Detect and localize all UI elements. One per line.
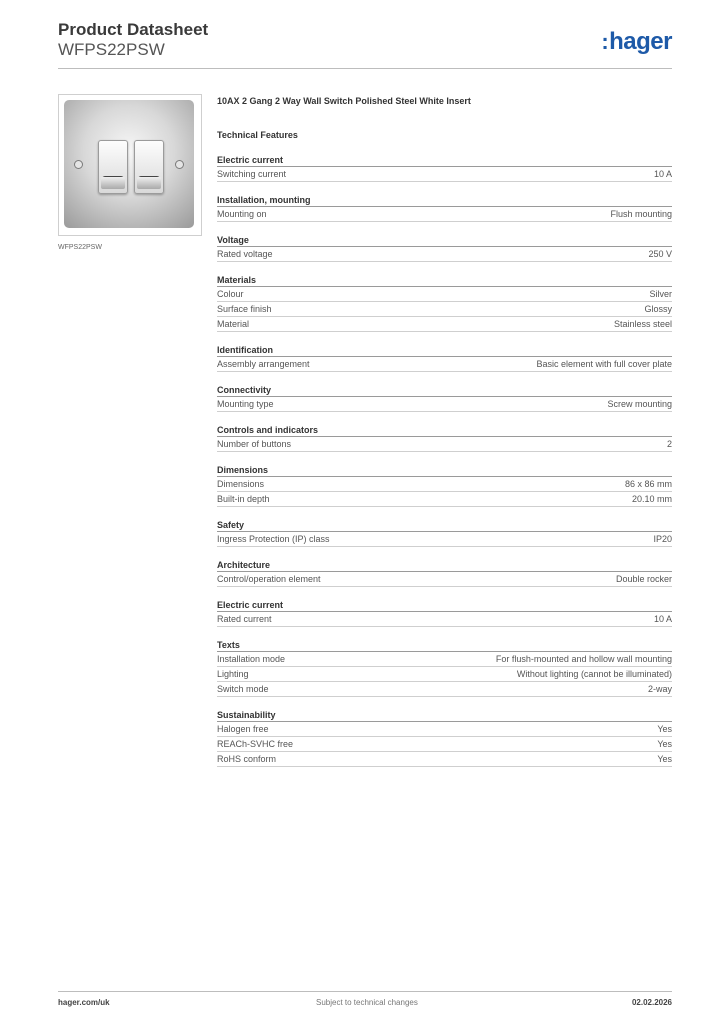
- logo-text: hager: [609, 28, 672, 55]
- feature-section: [217, 275, 672, 332]
- feature-row: [217, 167, 672, 182]
- feature-label: RoHS conform: [217, 754, 277, 764]
- feature-value: Stainless steel: [613, 319, 672, 329]
- footer-divider: [58, 991, 672, 992]
- feature-row: [217, 247, 672, 262]
- feature-value: For flush-mounted and hollow wall mounting: [495, 654, 672, 664]
- screw-left-icon: [74, 160, 83, 169]
- feature-label: Rated current: [217, 614, 272, 624]
- feature-label: Built-in depth: [217, 494, 270, 504]
- feature-row: [217, 477, 672, 492]
- section-title: Controls and indicators: [217, 425, 672, 437]
- footer-disclaimer: Subject to technical changes: [316, 998, 418, 1007]
- feature-label: Mounting type: [217, 399, 274, 409]
- feature-section: [217, 465, 672, 507]
- feature-value: 10 A: [653, 614, 672, 624]
- logo-dots: :: [601, 29, 609, 54]
- section-title: Dimensions: [217, 465, 672, 477]
- feature-value: 10 A: [653, 169, 672, 179]
- feature-row: [217, 667, 672, 682]
- document-title: Product Datasheet: [58, 20, 209, 39]
- feature-row: [217, 492, 672, 507]
- feature-row: [217, 682, 672, 697]
- feature-value: 2-way: [647, 684, 672, 694]
- screw-right-icon: [175, 160, 184, 169]
- feature-label: Lighting: [217, 669, 249, 679]
- feature-label: Switching current: [217, 169, 287, 179]
- feature-label: Control/operation element: [217, 574, 321, 584]
- section-title: Connectivity: [217, 385, 672, 397]
- feature-section: [217, 600, 672, 627]
- feature-value: 250 V: [648, 249, 672, 259]
- feature-label: Switch mode: [217, 684, 269, 694]
- section-title: Electric current: [217, 155, 672, 167]
- section-title: Electric current: [217, 600, 672, 612]
- section-title: Texts: [217, 640, 672, 652]
- feature-label: Material: [217, 319, 250, 329]
- feature-value: Flush mounting: [610, 209, 672, 219]
- feature-row: [217, 437, 672, 452]
- section-title: Identification: [217, 345, 672, 357]
- feature-row: [217, 612, 672, 627]
- feature-section: [217, 235, 672, 262]
- feature-value: Screw mounting: [607, 399, 672, 409]
- feature-row: [217, 737, 672, 752]
- section-title: Voltage: [217, 235, 672, 247]
- feature-label: REACh-SVHC free: [217, 739, 294, 749]
- feature-row: [217, 357, 672, 372]
- feature-section: [217, 560, 672, 587]
- feature-section: [217, 520, 672, 547]
- feature-value: Silver: [649, 289, 672, 299]
- header-divider: [58, 68, 672, 69]
- feature-value: Double rocker: [615, 574, 672, 584]
- hager-logo: [601, 28, 672, 56]
- document-header: [58, 20, 208, 60]
- product-name: 10AX 2 Gang 2 Way Wall Switch Polished Steel White Insert: [217, 96, 471, 106]
- feature-label: Assembly arrangement: [217, 359, 310, 369]
- feature-value: Yes: [657, 724, 672, 734]
- feature-value: Without lighting (cannot be illuminated): [516, 669, 672, 679]
- feature-row: [217, 207, 672, 222]
- feature-value: 20.10 mm: [631, 494, 672, 504]
- section-title: Architecture: [217, 560, 672, 572]
- section-title: Sustainability: [217, 710, 672, 722]
- feature-label: Mounting on: [217, 209, 267, 219]
- feature-label: Installation mode: [217, 654, 286, 664]
- feature-label: Halogen free: [217, 724, 269, 734]
- feature-row: [217, 572, 672, 587]
- feature-label: Number of buttons: [217, 439, 292, 449]
- feature-section: [217, 385, 672, 412]
- feature-value: Basic element with full cover plate: [536, 359, 672, 369]
- feature-label: Ingress Protection (IP) class: [217, 534, 330, 544]
- feature-row: [217, 652, 672, 667]
- feature-section: [217, 710, 672, 767]
- feature-row: [217, 397, 672, 412]
- image-caption: WFPS22PSW: [58, 244, 102, 251]
- feature-section: [217, 195, 672, 222]
- product-reference: WFPS22PSW: [58, 40, 165, 59]
- feature-row: [217, 532, 672, 547]
- feature-section: [217, 345, 672, 372]
- feature-label: Dimensions: [217, 479, 265, 489]
- feature-section: [217, 640, 672, 697]
- feature-value: Glossy: [644, 304, 672, 314]
- feature-label: Rated voltage: [217, 249, 273, 259]
- section-title: Materials: [217, 275, 672, 287]
- switch-plate: [64, 100, 194, 228]
- feature-value: Yes: [657, 739, 672, 749]
- feature-row: [217, 752, 672, 767]
- feature-row: [217, 317, 672, 332]
- product-image: [58, 94, 202, 236]
- rocker-right: [134, 140, 164, 194]
- feature-sections: [217, 155, 672, 767]
- feature-label: Colour: [217, 289, 244, 299]
- datasheet-content: [217, 96, 672, 767]
- feature-section: [217, 155, 672, 182]
- feature-section: [217, 425, 672, 452]
- feature-value: IP20: [653, 534, 672, 544]
- footer-website: hager.com/uk: [58, 998, 110, 1007]
- rocker-left: [98, 140, 128, 194]
- feature-value: 2: [666, 439, 672, 449]
- technical-features-title: Technical Features: [217, 130, 298, 140]
- feature-row: [217, 287, 672, 302]
- feature-row: [217, 722, 672, 737]
- section-title: Safety: [217, 520, 672, 532]
- feature-row: [217, 302, 672, 317]
- feature-label: Surface finish: [217, 304, 272, 314]
- feature-value: 86 x 86 mm: [624, 479, 672, 489]
- section-title: Installation, mounting: [217, 195, 672, 207]
- footer-date: 02.02.2026: [631, 998, 672, 1007]
- feature-value: Yes: [657, 754, 672, 764]
